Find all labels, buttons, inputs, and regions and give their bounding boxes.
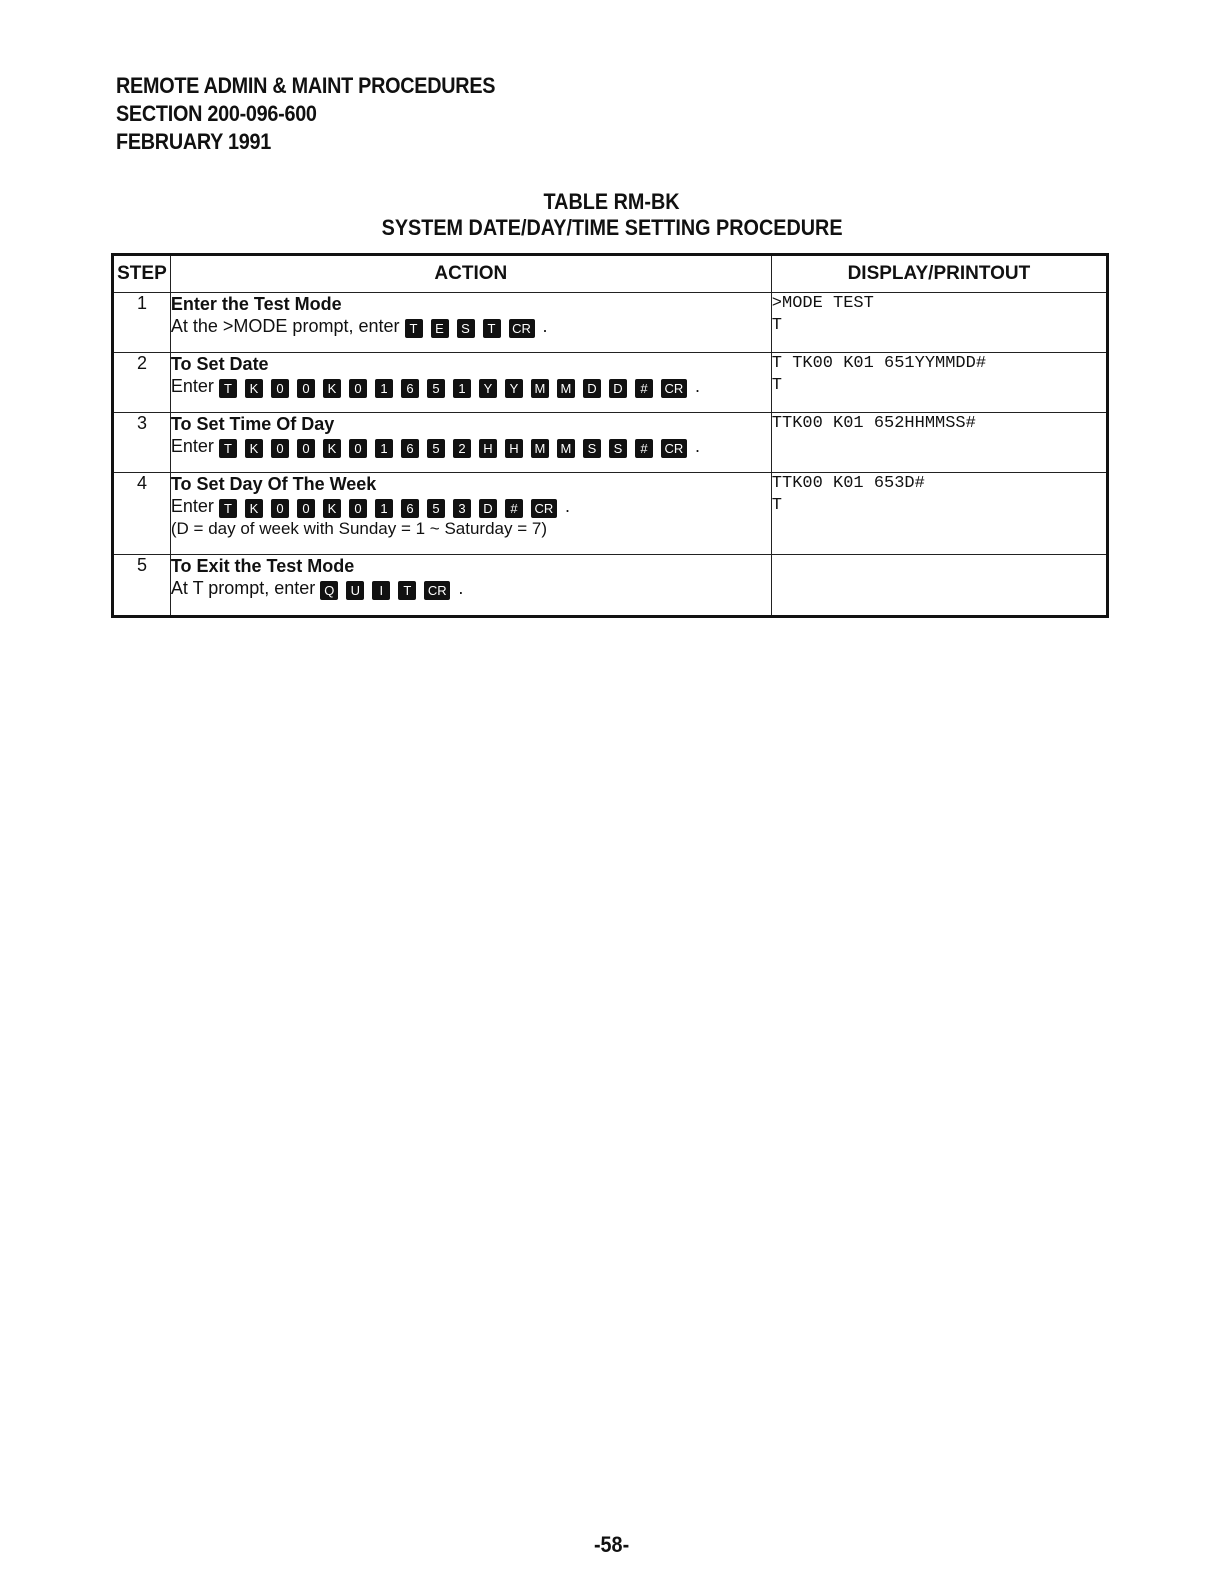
key-cap: 5 [427, 499, 445, 518]
key-cap: 0 [271, 379, 289, 398]
display-line: TTK00 K01 652HHMMSS# [771, 414, 976, 433]
key-cap: Y [505, 379, 523, 398]
key-cap: H [505, 439, 523, 458]
document-header [116, 72, 495, 156]
action-cell [170, 555, 771, 617]
key-cap: 0 [349, 379, 367, 398]
key-cap: M [557, 379, 575, 398]
step-number: 5 [113, 555, 171, 617]
action-prefix: At the >MODE prompt, enter [170, 316, 400, 336]
key-cap: S [609, 439, 627, 458]
step-number: 4 [113, 473, 171, 555]
table-title-id: TABLE RM-BK [543, 189, 681, 214]
key-cap: 5 [427, 439, 445, 458]
key-cap: 0 [271, 499, 289, 518]
key-cap: 6 [401, 379, 419, 398]
column-header-action: ACTION [170, 255, 771, 293]
key-cap: 1 [453, 379, 471, 398]
key-cap: T [219, 379, 237, 398]
key-cap: D [609, 379, 627, 398]
key-cap: 1 [375, 379, 393, 398]
action-instruction [171, 315, 771, 338]
step-number: 2 [113, 353, 171, 413]
column-header-display: DISPLAY/PRINTOUT [771, 255, 1107, 293]
key-cap: 1 [375, 439, 393, 458]
key-cap: D [583, 379, 601, 398]
key-cap: CR [661, 379, 687, 398]
header-section: SECTION 200-096-600 [116, 101, 317, 126]
table-body [113, 293, 1108, 617]
key-cap: Q [320, 581, 338, 600]
action-note: (D = day of week with Sunday = 1 ~ Saturday = 7) [170, 519, 547, 538]
key-cap: T [405, 319, 423, 338]
key-cap: # [635, 379, 653, 398]
key-cap: CR [661, 439, 687, 458]
key-cap: # [505, 499, 523, 518]
action-title: Enter the Test Mode [170, 294, 342, 314]
display-cell [771, 293, 1107, 353]
key-cap: 0 [297, 379, 315, 398]
key-cap: # [635, 439, 653, 458]
action-cell [170, 353, 771, 413]
key-cap: E [431, 319, 449, 338]
key-cap: K [323, 499, 341, 518]
table-row [113, 555, 1108, 617]
table-row [113, 413, 1108, 473]
action-cell [170, 293, 771, 353]
key-cap: K [245, 379, 263, 398]
key-cap: T [219, 439, 237, 458]
display-cell [771, 473, 1107, 555]
display-line: T TK00 K01 651YYMMDD# [771, 354, 987, 373]
key-cap: T [483, 319, 501, 338]
key-cap: 0 [271, 439, 289, 458]
display-cell [771, 555, 1107, 617]
action-instruction [171, 495, 771, 518]
action-cell [170, 473, 771, 555]
table-row [113, 353, 1108, 413]
action-instruction [171, 435, 771, 458]
key-cap: T [398, 581, 416, 600]
key-cap: 5 [427, 379, 445, 398]
key-cap: M [531, 439, 549, 458]
key-cap: 0 [349, 499, 367, 518]
key-cap: CR [424, 581, 450, 600]
key-cap: H [479, 439, 497, 458]
action-end: . [458, 578, 464, 598]
header-date: FEBRUARY 1991 [116, 129, 271, 154]
key-cap: 0 [297, 439, 315, 458]
key-cap: 1 [375, 499, 393, 518]
action-end: . [694, 436, 700, 456]
action-title: To Exit the Test Mode [170, 556, 355, 576]
header-title: REMOTE ADMIN & MAINT PROCEDURES [116, 73, 496, 98]
key-cap: 2 [453, 439, 471, 458]
table-header-row [113, 255, 1108, 293]
display-line: T [771, 376, 782, 395]
display-cell [771, 353, 1107, 413]
display-cell [771, 413, 1107, 473]
key-cap: S [583, 439, 601, 458]
key-cap: 0 [349, 439, 367, 458]
display-line: TTK00 K01 653D# [771, 474, 925, 493]
display-line: >MODE TEST [771, 294, 874, 313]
key-cap: K [323, 379, 341, 398]
action-title: To Set Date [170, 354, 269, 374]
key-cap: M [531, 379, 549, 398]
key-cap: K [245, 439, 263, 458]
action-end: . [694, 376, 700, 396]
action-prefix: Enter [170, 496, 214, 516]
procedure-table [111, 253, 1109, 618]
table-title-name: SYSTEM DATE/DAY/TIME SETTING PROCEDURE [381, 215, 843, 240]
key-cap: Y [479, 379, 497, 398]
key-cap: U [346, 581, 364, 600]
action-title: To Set Day Of The Week [170, 474, 377, 494]
action-instruction [171, 577, 771, 600]
display-line: T [771, 316, 782, 335]
key-cap: 6 [401, 439, 419, 458]
action-title: To Set Time Of Day [170, 414, 335, 434]
key-cap: D [479, 499, 497, 518]
key-cap: 3 [453, 499, 471, 518]
key-cap: CR [531, 499, 557, 518]
column-header-step: STEP [113, 255, 171, 293]
display-line: T [771, 496, 782, 515]
key-cap: M [557, 439, 575, 458]
key-cap: S [457, 319, 475, 338]
action-prefix: At T prompt, enter [170, 578, 316, 598]
action-prefix: Enter [170, 436, 214, 456]
action-cell [170, 413, 771, 473]
table-row [113, 473, 1108, 555]
key-cap: 0 [297, 499, 315, 518]
action-instruction [171, 375, 771, 398]
key-cap: CR [509, 319, 535, 338]
action-prefix: Enter [170, 376, 214, 396]
step-number: 1 [113, 293, 171, 353]
step-number: 3 [113, 413, 171, 473]
table-row [113, 293, 1108, 353]
action-end: . [564, 496, 570, 516]
key-cap: K [245, 499, 263, 518]
key-cap: K [323, 439, 341, 458]
page-number: -58- [594, 1532, 630, 1557]
action-end: . [542, 316, 548, 336]
key-cap: 6 [401, 499, 419, 518]
key-cap: T [219, 499, 237, 518]
key-cap: I [372, 581, 390, 600]
